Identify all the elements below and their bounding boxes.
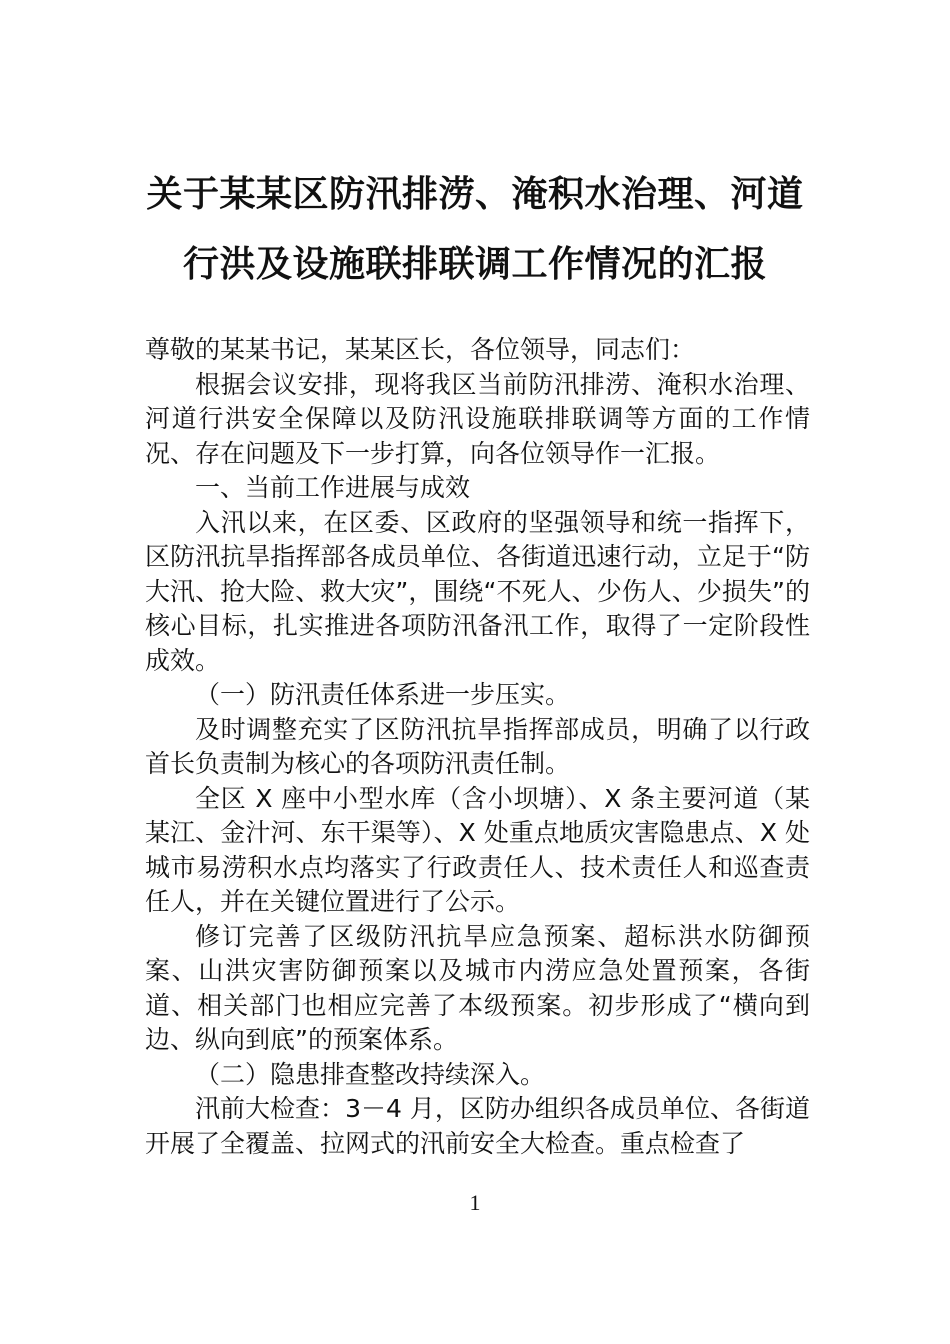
page-number: 1 <box>469 1190 481 1215</box>
document-body <box>145 333 810 1161</box>
section-heading-1: 一、当前工作进展与成效 <box>195 473 471 502</box>
salutation: 尊敬的某某书记，某某区长，各位领导，同志们： <box>145 335 696 364</box>
document-title-line-1: 关于某某区防汛排涝、淹积水治理、河道 <box>146 174 804 215</box>
paragraph: 及时调整充实了区防汛抗旱指挥部成员，明确了以行政首长负责制为核心的各项防汛责任制。 <box>145 714 810 778</box>
paragraph: 修订完善了区级防汛抗旱应急预案、超标洪水防御预案、山洪灾害防御预案以及城市内涝应急处置预案，各街道、相关部门也相应完善了本级预案。初步形成了“横向到边、纵向到底”的预案体系。 <box>145 921 810 1054</box>
paragraph-overview: 入汛以来，在区委、区政府的坚强领导和统一指挥下，区防汛抗旱指挥部各成员单位、各街道迅速行动，立足于“防大汛、抢大险、救大灾”，围绕“不死人、少伤人、少损失”的核心目标，扎实推进各项防汛备汛工作，取得了一定阶段性成效。 <box>145 507 810 675</box>
paragraph-intro: 根据会议安排，现将我区当前防汛排涝、淹积水治理、河道行洪安全保障以及防汛设施联排联调等方面的工作情况、存在问题及下一步打算，向各位领导作一汇报。 <box>145 369 810 468</box>
paragraph: 汛前大检查：3－4 月，区防办组织各成员单位、各街道开展了全覆盖、拉网式的汛前安全大检查。重点检查了 <box>145 1094 810 1158</box>
paragraph: 全区 X 座中小型水库（含小坝塘）、X 条主要河道（某某江、金汁河、东干渠等）、X 处重点地质灾害隐患点、X 处城市易涝积水点均落实了行政责任人、技术责任人和巡查责任人，并在关键位置进行了公示。 <box>145 783 810 916</box>
subsection-heading-2: （二）隐患排查整改持续深入。 <box>195 1059 546 1089</box>
document-title-line-2: 行洪及设施联排联调工作情况的汇报 <box>182 244 767 285</box>
subsection-heading-1: （一）防汛责任体系进一步压实。 <box>195 680 571 709</box>
